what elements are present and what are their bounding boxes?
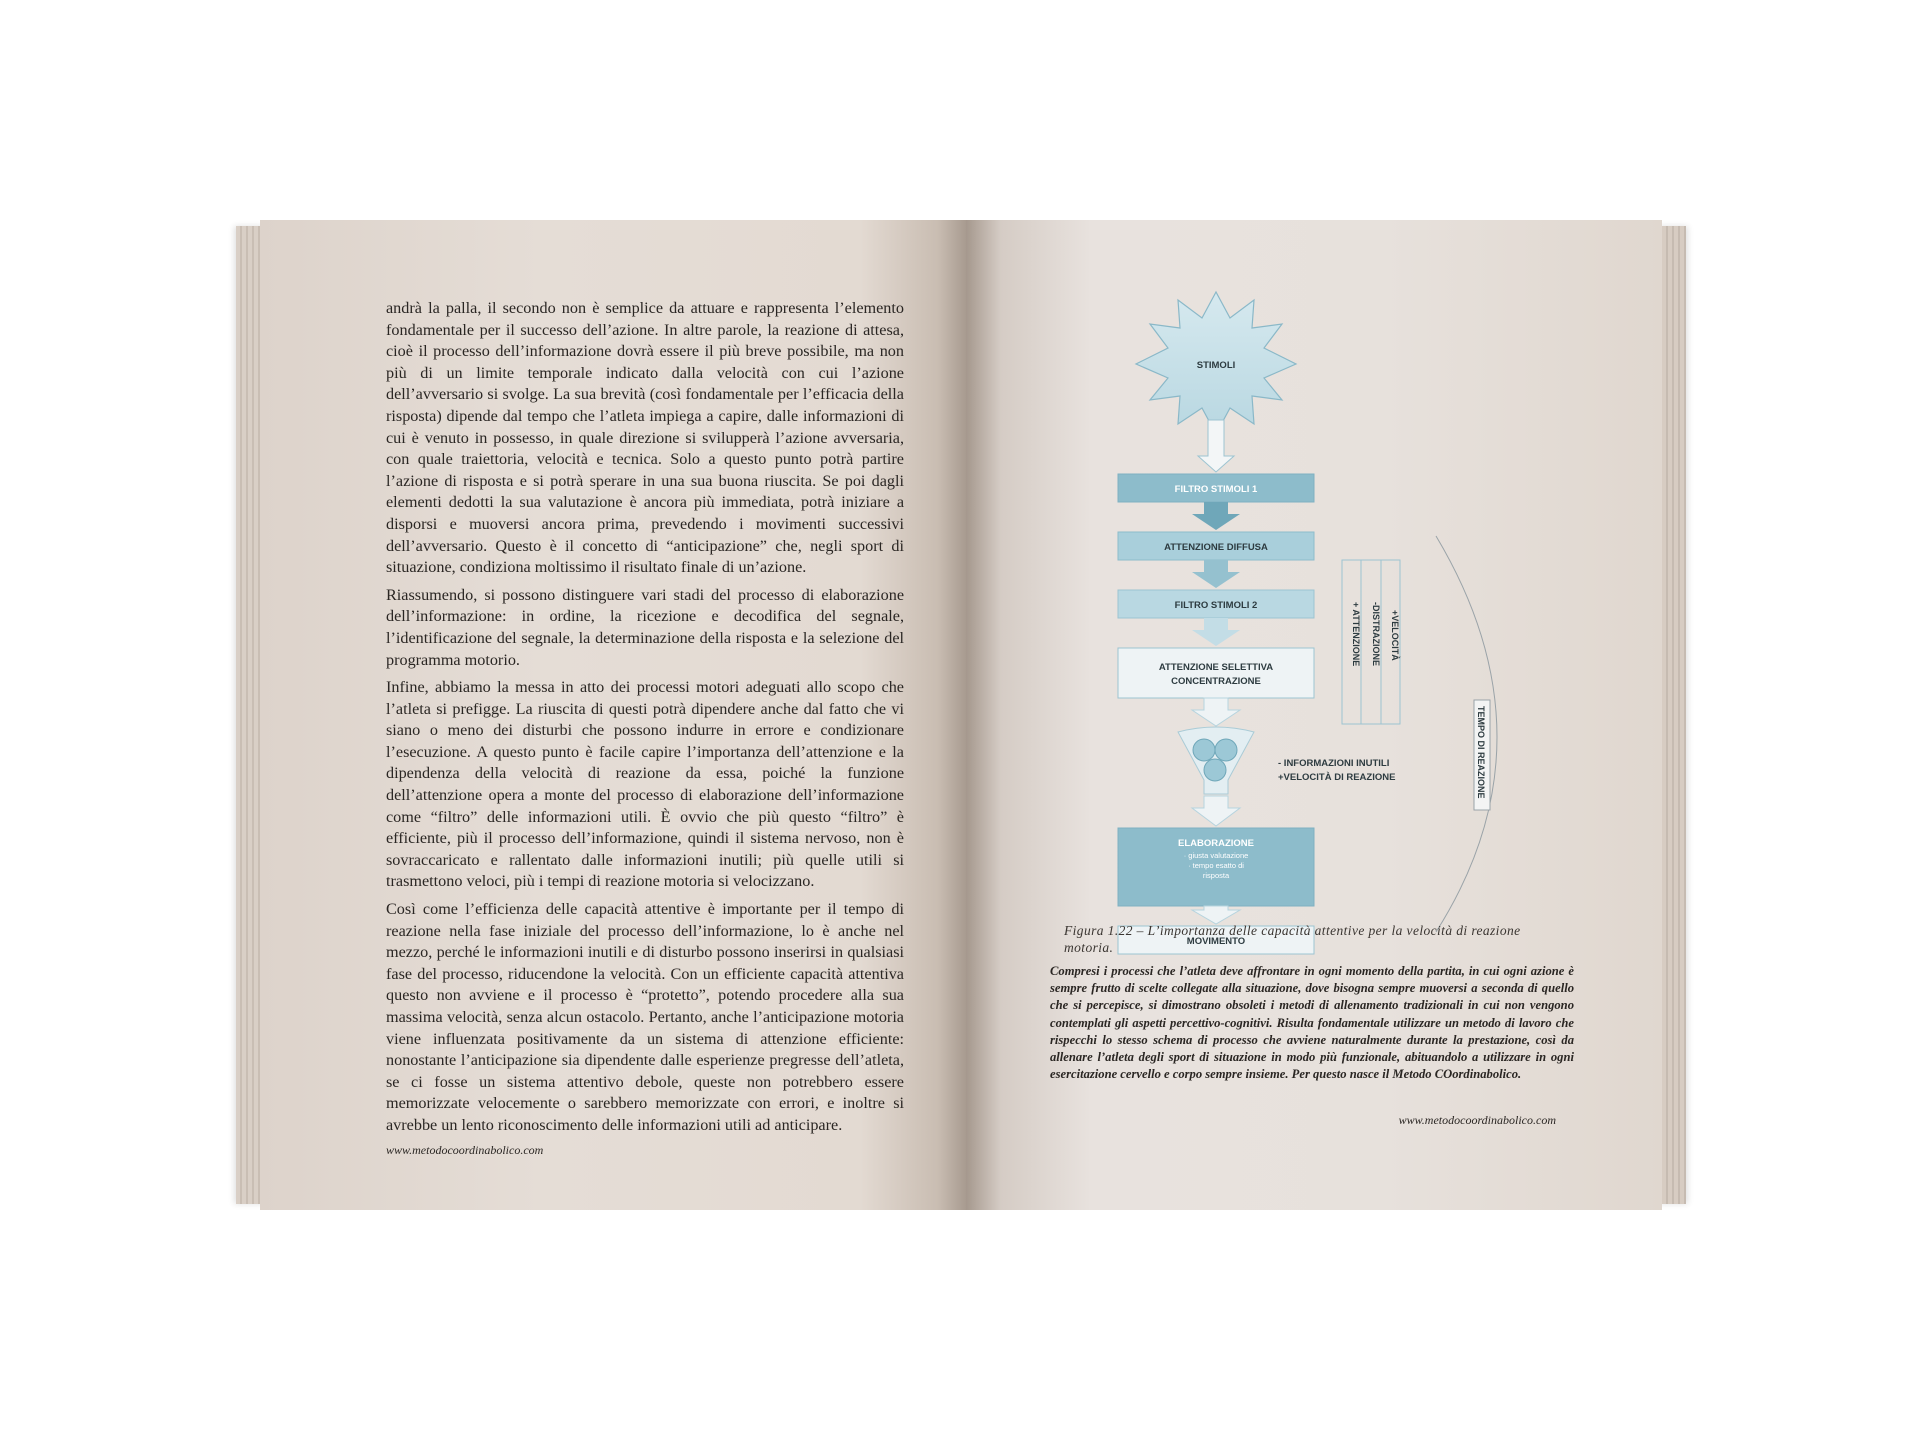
arrow-hollow-2: [1192, 698, 1240, 726]
velocita-reazione-label: +VELOCITÀ DI REAZIONE: [1278, 772, 1396, 783]
figure-note: Compresi i processi che l’atleta deve affrontare in ogni momento della partita, in cui ogni azione è sempre frutto di scelte collegate alla situazione, dove bisogna sempre muoversi a seconda di quello che si percepisce, si dimostrano obsoleti i metodi di allenamento tradizionali in cui non vengono contemplati gli aspetti percettivo-cognitivi. Risulta fondamentale utilizzare un metodo di lavoro che rispecchi lo stesso schema di processo che avviene naturalmente durante la prestazione, così da allenare l’atleta degli sport di situazione in modo più funzionale, abituandolo a utilizzare in ogni esercitazione cervello e corpo sempre insieme. Per questo nasce il Metodo COordinabolico.: [1050, 964, 1574, 1082]
funnel-circle-right: [1215, 739, 1237, 761]
funnel-circle-left: [1193, 739, 1215, 761]
side-velocita-label: +VELOCITÀ: [1390, 610, 1400, 661]
left-footer-url: www.metodocoordinabolico.com: [386, 1143, 544, 1157]
right-page: [966, 220, 1662, 1210]
movimento-label: MOVIMENTO: [1186, 936, 1246, 947]
elaborazione-label: ELABORAZIONE: [1178, 838, 1254, 849]
elaborazione-sub-1: · giusta valutazione: [1183, 851, 1249, 860]
attenzione-selettiva-label-1: ATTENZIONE SELETTIVA: [1158, 662, 1274, 673]
arrow-2: [1192, 560, 1240, 588]
arrow-hollow-3: [1192, 796, 1240, 826]
informazioni-inutili-label: - INFORMAZIONI INUTILI: [1278, 758, 1390, 769]
right-footer-url: www.metodocoordinabolico.com: [1398, 1113, 1556, 1127]
paragraph-1: andrà la palla, il secondo non è semplice da attuare e rappresenta l’elemento fondamentale per il successo dell’azione. In altre parole, la reazione di attesa, cioè il processo dell’informazione dovrà essere il più breve possibile, ma non più di un limite temporale indicato dalla velocità con cui l’azione dell’avversario si svolge. La sua brevità (così fondamentale per l’efficacia della risposta) dipende dal tempo che l’atleta impiega a capire, dalle informazioni di cui è venuto in possesso, in quale direzione si svilupperà l’azione avversaria, con quale traiettoria, velocità e tecnica. Solo a questo punto potrà partire l’azione di risposta e si potrà sperare in una sua buona riuscita. Se poi dagli elementi dedotti la sua valutazione è ancora più immediata, potrà iniziare a disporsi e muoversi ancora prima, prevedendo i movimenti successivi dell’avversario. Questo è il concetto di “anticipazione” che, negli sport di situazione, condiziona moltissimo il risultato finale di un’azione.: [386, 299, 904, 577]
paragraph-3: Infine, abbiamo la messa in atto dei processi motori adeguati allo scopo che l’atleta si prefigge. La riuscita di questi potrà dipendere anche dal fatto che vi siano o meno dei disturbi che possono indurre in errore e condizionare l’esecuzione. A questo punto è facile capire l’importanza dell’attenzione e la dipendenza della velocità di reazione da essa, poiché la funzione dell’attenzione opera a monte del processo di elaborazione dell’informazione come “filtro” delle informazioni utili. È ovvio che più questo “filtro” è efficiente, più il processo dell’informazione, quindi il sistema nervoso, non è sovraccaricato e rallentato dalle informazioni inutili; più quelle utili si trasmettono veloci, più i tempi di reazione motoria si velocizzano.: [386, 678, 904, 891]
open-book: [236, 220, 1686, 1210]
filtro-stimoli-1-label: FILTRO STIMOLI 1: [1174, 484, 1258, 495]
filtro-stimoli-2-label: FILTRO STIMOLI 2: [1174, 600, 1258, 611]
stimoli-label: STIMOLI: [1196, 360, 1236, 371]
funnel-circle-bottom: [1204, 759, 1226, 781]
left-page: [260, 220, 966, 1210]
paragraph-4: Così come l’efficienza delle capacità attentive è importante per il tempo di reazione nella fase iniziale del processo dell’informazione, lo è anche nel mezzo, perché le informazioni inutili e di disturbo possono inserirsi in qualsiasi fase del processo, riducendone la velocità. Con un efficiente capacità attentiva questo non avviene e il processo è “protetto”, potendo procedere alla sua massima velocità, senza alcun ostacolo. Pertanto, anche l’anticipazione motoria viene influenzata positivamente da un sistema di attenzione efficiente: nonostante l’anticipazione sia dipendente dalle esperienze pregresse dell’atleta, se ci fosse un sistema attentivo debole, queste non potrebbero essere memorizzate velocemente o sarebbero memorizzate con errori, e inoltre si avrebbe un lento riconoscimento delle informazioni utili ad anticipare.: [386, 900, 904, 1134]
attenzione-selettiva-box: [1118, 648, 1314, 698]
left-body-text: [386, 298, 904, 1143]
elaborazione-sub-3: risposta: [1202, 871, 1230, 880]
attenzione-selettiva-label-2: CONCENTRAZIONE: [1171, 676, 1261, 687]
side-distrazione-label: -DISTRAZIONE: [1371, 602, 1381, 666]
figure-caption: Figura 1.22 – L’importanza delle capacità attentive per la velocità di reazione motoria.: [1064, 923, 1521, 955]
tempo-reazione-label: TEMPO DI REAZIONE: [1476, 706, 1486, 799]
attenzione-diffusa-label: ATTENZIONE DIFFUSA: [1164, 542, 1268, 553]
arrow-3: [1192, 618, 1240, 646]
paragraph-2: Riassumendo, si possono distinguere vari stadi del processo di elaborazione dell’informazione: in ordine, la ricezione e decodifica del segnale, l’identificazione del segnale, la determinazione della risposta e la selezione del programma motorio.: [386, 585, 904, 669]
arrow-1: [1192, 502, 1240, 530]
elaborazione-sub-2: · tempo esatto di: [1188, 861, 1244, 870]
side-attenzione-label: + ATTENZIONE: [1351, 602, 1361, 667]
arrow-hollow-1: [1198, 420, 1234, 472]
